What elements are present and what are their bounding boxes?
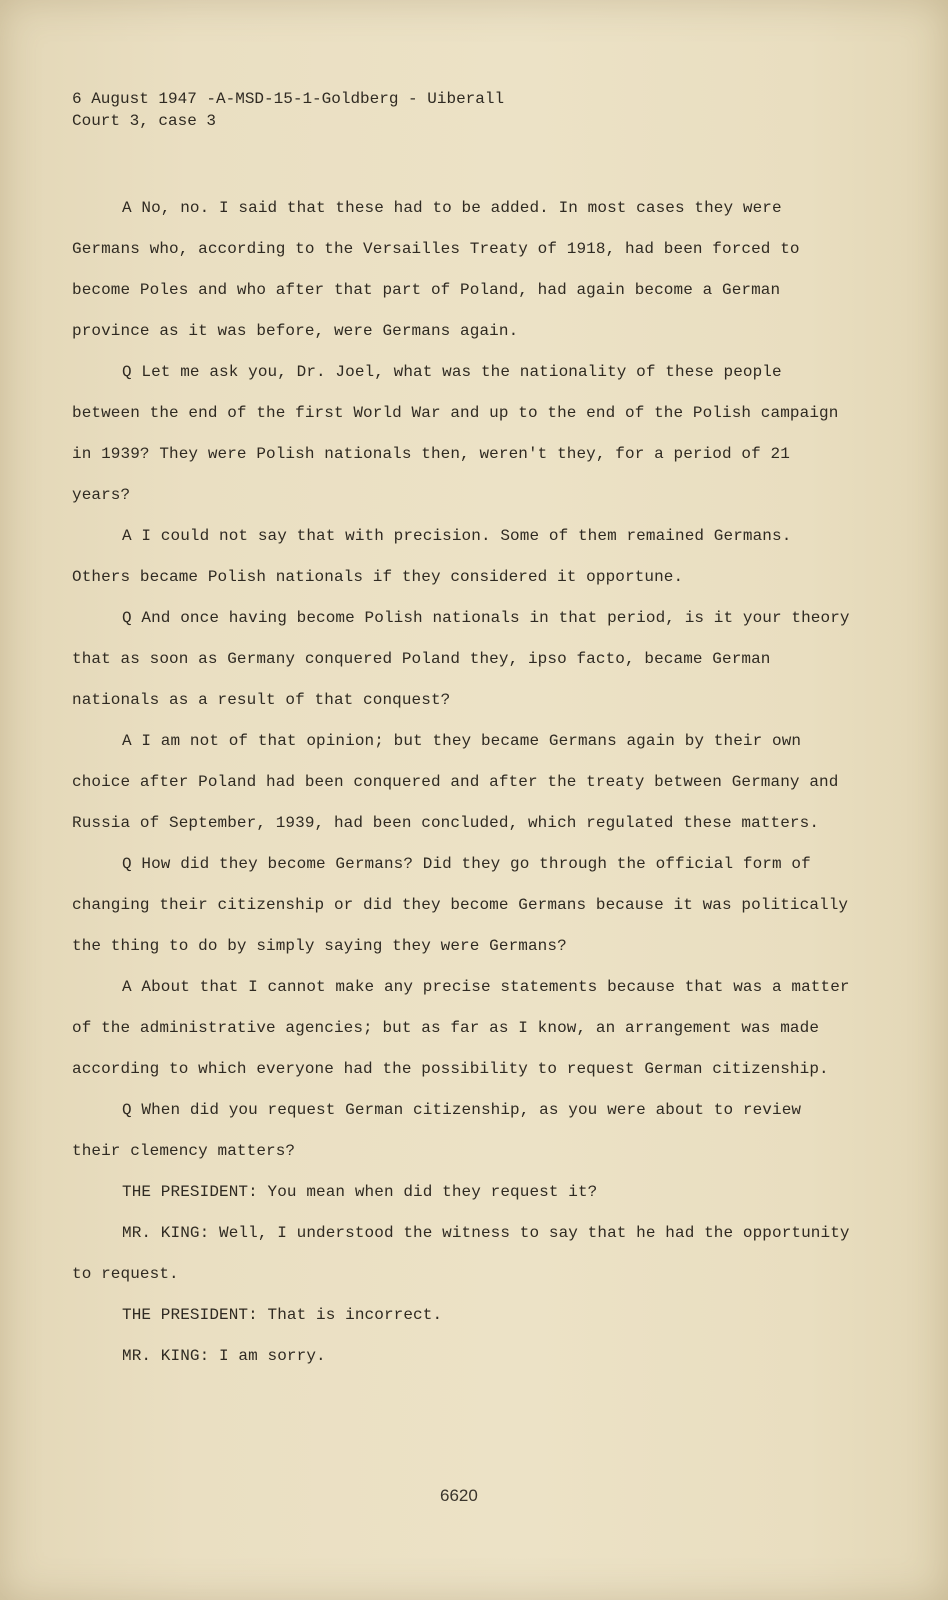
question-paragraph: Q Let me ask you, Dr. Joel, what was the nationality of these people between the end of the first World War and up to the end of the Polish campaign in 1939? They were Polish nationals then, weren't they, for a period of 21 years? xyxy=(72,363,839,504)
answer-paragraph: A I am not of that opinion; but they became Germans again by their own choice after Poland had been conquered and after the treaty between Germany and Russia of September, 1939, had been concluded, which regulated these matters. xyxy=(72,732,839,832)
header-court-line: Court 3, case 3 xyxy=(72,112,217,130)
answer-paragraph: A No, no. I said that these had to be added. In most cases they were Germans who, according to the Versailles Treaty of 1918, had been forced to become Poles and who after that part of Poland, had again become a German province as it was before, were Germans again. xyxy=(72,199,800,340)
document-header xyxy=(72,88,504,132)
question-paragraph: Q And once having become Polish nationals in that period, is it your theory that as soon as Germany conquered Poland they, ipso facto, became German nationals as a result of that conquest? xyxy=(72,609,850,709)
president-statement: THE PRESIDENT: You mean when did they request it? xyxy=(122,1183,598,1201)
question-paragraph: Q How did they become Germans? Did they go through the official form of changing their citizenship or did they become Germans because it was politically the thing to do by simply saying they were Germans? xyxy=(72,855,849,955)
answer-paragraph: A I could not say that with precision. Some of them remained Germans. Others became Polish nationals if they considered it opportune. xyxy=(72,527,792,586)
president-statement: THE PRESIDENT: That is incorrect. xyxy=(122,1306,443,1324)
header-date-line: 6 August 1947 -A-MSD-15-1-Goldberg - Uiberall xyxy=(72,90,505,108)
question-paragraph: Q When did you request German citizenship, as you were about to review their clemency matters? xyxy=(72,1101,802,1160)
king-statement: MR. KING: I am sorry. xyxy=(122,1347,326,1365)
answer-paragraph: A About that I cannot make any precise statements because that was a matter of the administrative agencies; but as far as I know, an arrangement was made according to which everyone had the possibility to request German citizenship. xyxy=(72,978,850,1078)
king-statement: MR. KING: Well, I understood the witness to say that he had the opportunity to request. xyxy=(72,1224,850,1283)
transcript-body xyxy=(72,188,852,1377)
page-number: 6620 xyxy=(440,1486,478,1505)
